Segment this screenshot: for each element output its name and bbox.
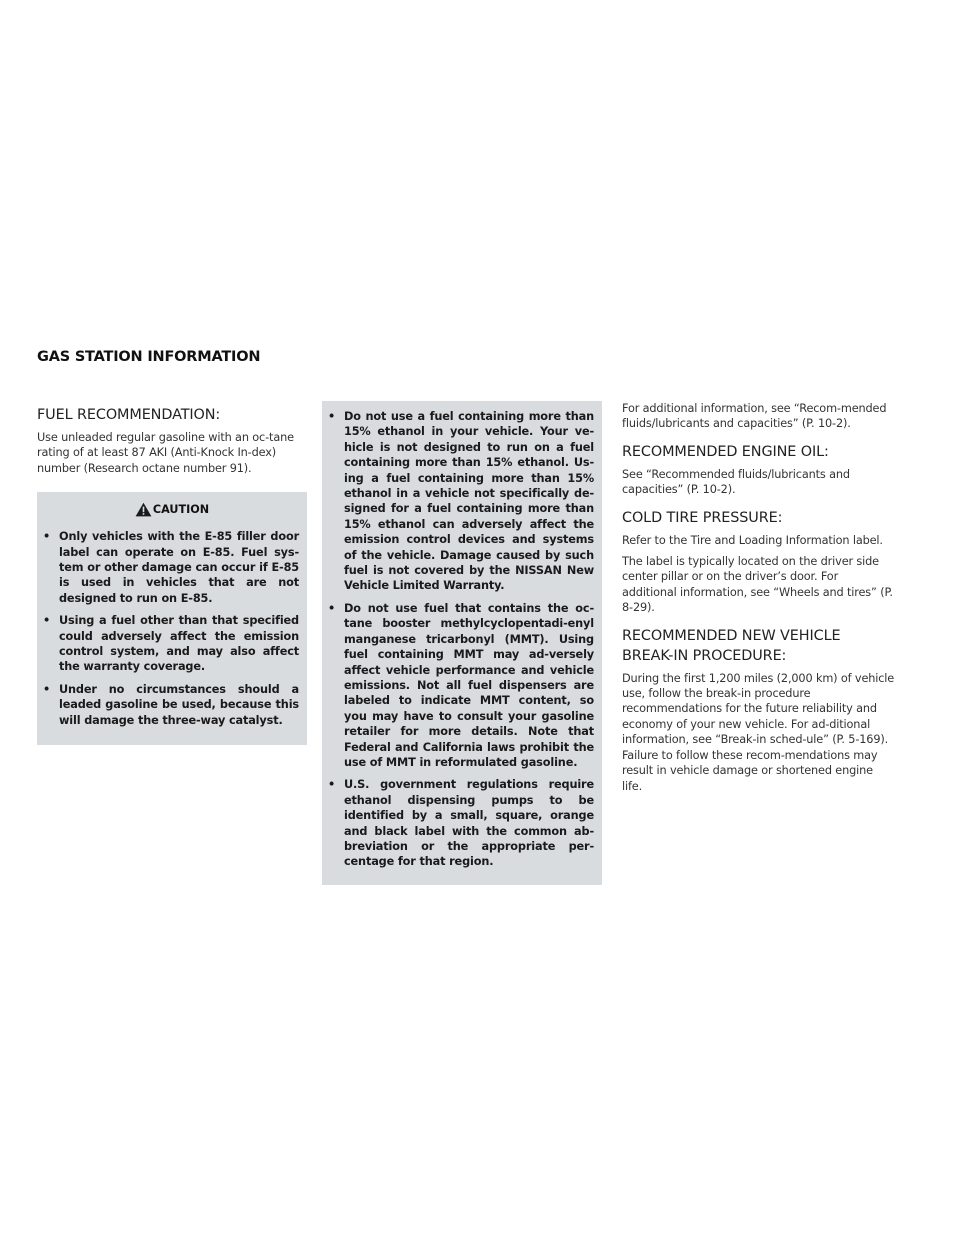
caution-item: • Do not use fuel that contains the oc-tane booster methylcyclopentadi-enyl manganese tricarbonyl (MMT). Using fuel containing MMT may ad-versely affect vehicle performance and vehicle emissions. Not all fuel dispensers are labeled to indicate MMT content, so you may have to consult your gasoline retailer for more details. Note that Federal and California laws prohibit the use of MMT in reformulated gasoline.: [328, 601, 594, 769]
warning-triangle-icon: [135, 502, 152, 517]
break-in-heading-line-2: BREAK-IN PROCEDURE:: [622, 647, 787, 664]
caution-item: • Using a fuel other than that specified could adversely affect the emission control system, and may also affect the warranty coverage.: [43, 614, 299, 674]
bullet: •: [43, 614, 51, 628]
column-1: [37, 405, 307, 745]
fuel-recommendation-heading: FUEL RECOMMENDATION:: [37, 407, 221, 423]
tire-pressure-heading: COLD TIRE PRESSURE:: [622, 509, 783, 526]
fuel-additional-info: For additional information, see “Recom-mended fluids/lubricants and capacities” (P. 10-2).: [622, 402, 887, 431]
engine-oil-heading: RECOMMENDED ENGINE OIL:: [622, 443, 829, 460]
caution-box: [37, 492, 307, 745]
engine-oil-text: See “Recommended fluids/lubricants and capacities” (P. 10-2).: [622, 467, 850, 497]
bullet: •: [43, 682, 51, 696]
bullet: •: [328, 410, 336, 423]
tire-pressure-text-1: Refer to the Tire and Loading Information label.: [622, 533, 883, 547]
column-3: [622, 401, 896, 800]
bullet: •: [43, 530, 51, 544]
break-in-text: During the first 1,200 miles (2,000 km) of vehicle use, follow the break-in procedure recommendations for the future reliability and economy of your new vehicle. For ad-ditional information, see “Break-in sched-ule” (P. 5-169). Failure to follow these recom-mendations may result in vehicle damage or shortened engine life.: [622, 671, 895, 793]
caution-item: • U.S. government regulations require ethanol dispensing pumps to be identified by a small, square, orange and black label with the common ab-breviation or the appropriate per-centage for that region.: [328, 778, 594, 869]
caution-box-continued: [322, 401, 602, 885]
break-in-heading-line-1: RECOMMENDED NEW VEHICLE: [622, 627, 841, 644]
caution-item: • Only vehicles with the E-85 filler door label can operate on E-85. Fuel sys-tem or other damage can occur if E-85 is used in vehicles that are not designed to run on E-85.: [43, 530, 299, 605]
bullet: •: [328, 601, 336, 615]
bullet: •: [328, 778, 336, 792]
column-2: [322, 401, 602, 885]
break-in-heading: [622, 626, 896, 666]
caution-header: [37, 502, 299, 517]
fuel-intro-text: Use unleaded regular gasoline with an oc-tane rating of at least 87 AKI (Anti-Knock In-dex) number (Research octane number 91).: [37, 431, 294, 475]
caution-label: CAUTION: [152, 503, 210, 517]
caution-list-continued: [322, 409, 594, 870]
caution-list: [37, 529, 299, 728]
section-title: GAS STATION INFORMATION: [37, 349, 261, 365]
tire-pressure-text-2: The label is typically located on the driver side center pillar or on the driver’s door. For additional information, see “Wheels and tires” (P. 8-29).: [622, 555, 893, 615]
caution-item: • Do not use a fuel containing more than 15% ethanol in your vehicle. Your ve-hicle is not designed to run on a fuel containing more than 15% ethanol. Us-ing a fuel containing more than 15% ethanol in a vehicle not specifically de-signed for a fuel containing more than 15% ethanol can adversely affect the emission control devices and systems of the vehicle. Damage caused by such fuel is not covered by the NISSAN New Vehicle Limited Warranty.: [328, 410, 594, 593]
caution-item: • Under no circumstances should a leaded gasoline be used, because this will damage the three-way catalyst.: [43, 682, 299, 727]
